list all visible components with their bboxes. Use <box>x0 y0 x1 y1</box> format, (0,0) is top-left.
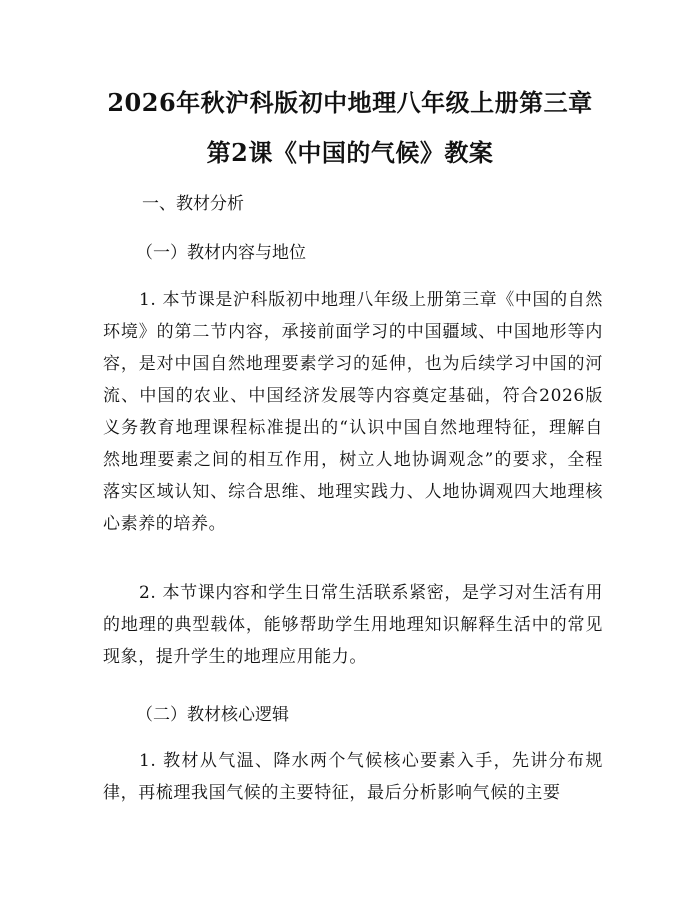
paragraph-1: 1. 本节课是沪科版初中地理八年级上册第三章《中国的自然环境》的第二节内容，承接前面学习的中国疆域、中国地形等内容，是对中国自然地理要素学习的延伸，也为后续学习中国的河流、中国的农业、中国经济发展等内容奠定基础，符合2026版义务教育地理课程标准提出的“认识中国自然地理特征，理解自然地理要素之间的相互作用，树立人地协调观念”的要求，全程落实区域认知、综合思维、地理实践力、人地协调观四大地理核心素养的培养。 <box>103 290 603 534</box>
section-heading-textbook-analysis: 一、教材分析 <box>142 194 244 214</box>
paragraph-2: 2. 本节课内容和学生日常生活联系紧密，是学习对生活有用的地理的典型载体，能够帮助学生用地理知识解释生活中的常见现象，提升学生的地理应用能力。 <box>103 583 603 667</box>
document-title-line2: 第2课《中国的气候》教案 <box>206 138 494 167</box>
subsection-heading-content-and-position: （一）教材内容与地位 <box>136 243 306 263</box>
document-title-line1: 2026年秋沪科版初中地理八年级上册第三章 <box>107 88 593 117</box>
paragraph-3: 1. 教材从气温、降水两个气候核心要素入手，先讲分布规律，再梳理我国气候的主要特征，最后分析影响气候的主要 <box>103 751 603 803</box>
subsection-heading-core-logic: （二）教材核心逻辑 <box>136 705 289 725</box>
